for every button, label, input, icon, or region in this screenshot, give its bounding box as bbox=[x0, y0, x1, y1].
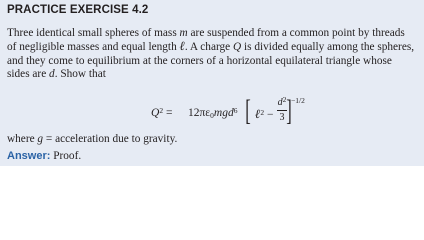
answer-label: Answer: bbox=[7, 150, 51, 162]
where-clause bbox=[7, 133, 177, 145]
eq-outer-exponent: −1/2 bbox=[291, 96, 305, 105]
statement-line-2 bbox=[7, 40, 419, 54]
eq-l-exp: 2 bbox=[260, 108, 265, 117]
answer-line bbox=[7, 150, 81, 162]
eq-frac-d-exp: 2 bbox=[282, 95, 287, 104]
eq-equals: = bbox=[165, 107, 173, 119]
eq-q: Q bbox=[151, 107, 160, 119]
text-segment: Three identical small spheres of mass bbox=[7, 27, 180, 39]
equation-coefficient bbox=[188, 107, 237, 119]
var-d: d bbox=[49, 68, 55, 81]
exercise-heading: PRACTICE EXERCISE 4.2 bbox=[7, 4, 149, 16]
statement-line-3 bbox=[7, 55, 419, 68]
text-segment: . A charge bbox=[184, 41, 234, 54]
text-segment: of negligible masses and equal length bbox=[7, 41, 180, 54]
equation-lhs bbox=[151, 107, 172, 119]
var-g: g bbox=[37, 133, 44, 145]
eq-minus: − bbox=[266, 109, 274, 121]
eq-bracket-left: [ bbox=[245, 94, 251, 127]
text-segment: are suspended from a common point by threads bbox=[187, 27, 405, 39]
text-segment: is divided equally among the spheres, bbox=[241, 41, 415, 54]
text-segment: sides are bbox=[7, 68, 50, 81]
var-l: ℓ bbox=[179, 39, 185, 54]
eq-bracket-right: ] bbox=[286, 94, 292, 127]
text-segment: = acceleration due to gravity. bbox=[43, 133, 178, 145]
equation-inner bbox=[255, 107, 273, 122]
eq-coef: 12πε bbox=[188, 107, 211, 119]
eq-frac-d: d bbox=[277, 97, 283, 108]
eq-mgd: mgd bbox=[213, 107, 234, 119]
statement-line-4 bbox=[7, 68, 419, 81]
eq-q-exp: 2 bbox=[159, 106, 164, 115]
eq-l: ℓ bbox=[255, 107, 261, 121]
statement-line-1 bbox=[7, 27, 419, 40]
eq-coef-sub: 0 bbox=[210, 111, 214, 120]
answer-text: Proof. bbox=[50, 150, 82, 162]
charge-equation bbox=[151, 96, 311, 132]
eq-frac-denominator: 3 bbox=[279, 112, 285, 123]
text-segment: and they come to equilibrium at the corners of a horizontal equilateral triangle whose bbox=[7, 54, 392, 67]
eq-mgd-exp: 6 bbox=[233, 106, 238, 115]
text-segment: . Show that bbox=[54, 68, 106, 81]
var-m: m bbox=[179, 27, 188, 39]
problem-statement bbox=[7, 27, 419, 82]
var-q: Q bbox=[233, 41, 242, 54]
text-segment: where bbox=[7, 133, 38, 145]
